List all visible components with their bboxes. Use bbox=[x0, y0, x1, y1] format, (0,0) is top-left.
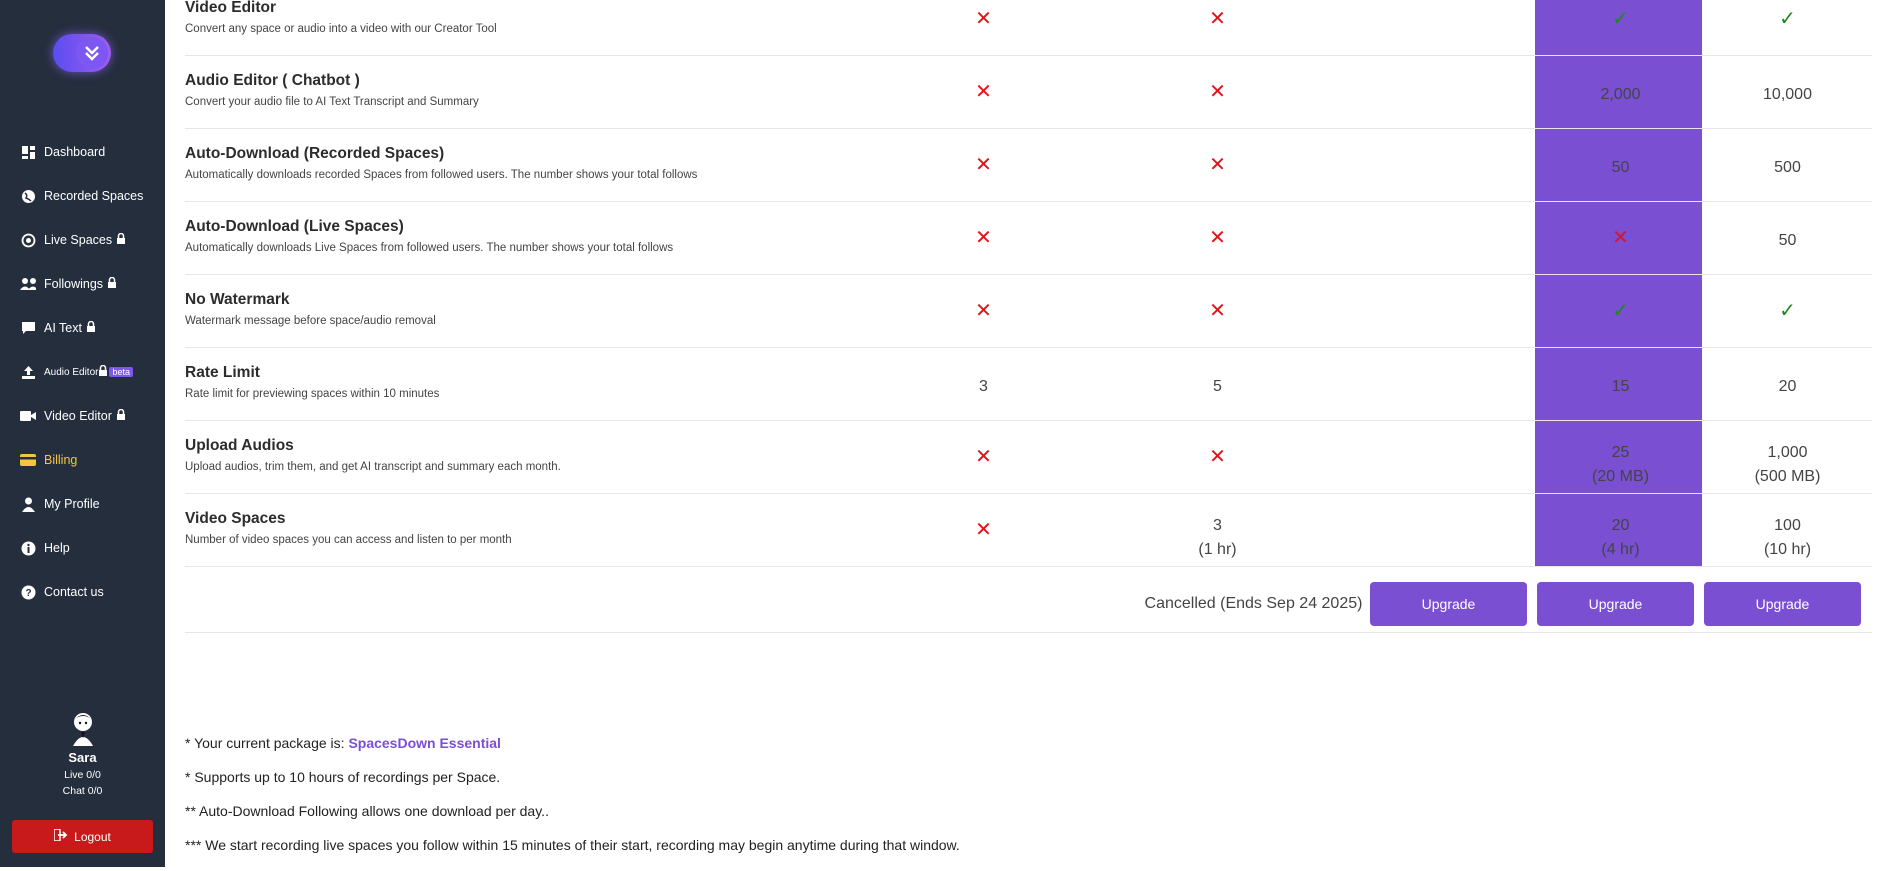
info-icon bbox=[20, 540, 36, 556]
cross-icon: ✕ bbox=[1612, 227, 1629, 249]
feature-row bbox=[185, 0, 1872, 56]
question-icon bbox=[20, 584, 36, 600]
feature-description: Automatically downloads recorded Spaces from followed users. The number shows your total follows bbox=[185, 169, 698, 181]
package-notes bbox=[185, 735, 1685, 871]
cross-icon: ✕ bbox=[1209, 446, 1226, 468]
feature-value-line: 100 bbox=[1774, 517, 1801, 534]
sidebar-item-live-spaces[interactable] bbox=[0, 218, 165, 262]
svg-text:?: ? bbox=[24, 587, 32, 599]
feature-value bbox=[1537, 441, 1704, 489]
globe-icon bbox=[20, 188, 36, 204]
feature-value-line: 10 bbox=[1444, 159, 1463, 176]
live-quota: Live 0/0 bbox=[64, 769, 101, 781]
feature-value-line: 20 bbox=[1611, 517, 1630, 534]
sidebar-item-contact-us[interactable] bbox=[0, 570, 165, 614]
cross-icon: ✕ bbox=[975, 8, 992, 30]
note-line: *** We start recording live spaces you follow within 15 minutes of their start, recording may begin anytime during that window. bbox=[185, 837, 960, 853]
feature-value bbox=[1537, 156, 1704, 180]
feature-title: Auto-Download (Live Spaces) bbox=[185, 218, 404, 235]
feature-value-line: (10 hr) bbox=[1763, 541, 1812, 558]
sidebar-nav bbox=[0, 130, 165, 614]
feature-value-line: 2,000 bbox=[1600, 86, 1641, 103]
feature-description: Rate limit for previewing spaces within 10 minutes bbox=[185, 388, 440, 400]
feature-value bbox=[1370, 83, 1537, 107]
plan-actions-row bbox=[185, 567, 1872, 633]
feature-value-line: 25 bbox=[1611, 444, 1630, 461]
cross-icon: ✕ bbox=[1209, 81, 1226, 103]
feature-value bbox=[1704, 514, 1871, 562]
sidebar-item-my-profile[interactable] bbox=[0, 482, 165, 526]
feature-value-line: 15 bbox=[1611, 378, 1630, 395]
user-panel bbox=[0, 710, 165, 797]
sidebar-item-billing[interactable] bbox=[0, 438, 165, 482]
feature-value-line: (2 hr) bbox=[1434, 541, 1473, 558]
sidebar-item-help[interactable] bbox=[0, 526, 165, 570]
feature-value-line: 10 bbox=[1444, 444, 1463, 461]
feature-row bbox=[185, 56, 1872, 129]
sidebar-item-dashboard[interactable] bbox=[0, 130, 165, 174]
feature-description: Automatically downloads Live Spaces from followed users. The number shows your total follows bbox=[185, 242, 674, 254]
feature-description: Convert any space or audio into a video with our Creator Tool bbox=[185, 23, 497, 35]
feature-value-line: 50 bbox=[1778, 232, 1797, 249]
logout-button[interactable] bbox=[12, 820, 153, 853]
dashboard-icon bbox=[20, 144, 36, 160]
feature-value-line: 500 bbox=[1440, 86, 1467, 103]
sidebar-item-label: Followings bbox=[44, 277, 104, 291]
feature-row bbox=[185, 202, 1872, 275]
cross-icon: ✕ bbox=[975, 300, 992, 322]
feature-title: Upload Audios bbox=[185, 437, 294, 454]
cross-icon: ✕ bbox=[1209, 300, 1226, 322]
feature-row bbox=[185, 494, 1872, 567]
feature-value bbox=[1134, 375, 1301, 399]
sidebar-item-label: My Profile bbox=[44, 497, 100, 511]
feature-value bbox=[1537, 83, 1704, 107]
feature-value bbox=[1370, 514, 1537, 562]
feature-value-line: 20 bbox=[1778, 378, 1797, 395]
card-icon bbox=[20, 452, 36, 468]
feature-value-line: (20 MB) bbox=[1592, 468, 1649, 485]
note-current-package bbox=[185, 735, 1685, 769]
record-icon bbox=[20, 232, 36, 248]
sidebar-item-label: Billing bbox=[44, 453, 78, 467]
cross-icon: ✕ bbox=[1445, 300, 1462, 322]
sidebar-item-label: Recorded Spaces bbox=[44, 189, 144, 203]
feature-value bbox=[1370, 375, 1537, 399]
feature-value-line: 3 bbox=[979, 378, 988, 395]
feature-description: Upload audios, trim them, and get AI transcript and summary each month. bbox=[185, 461, 561, 473]
cross-icon: ✕ bbox=[1209, 154, 1226, 176]
cross-icon: ✕ bbox=[1445, 227, 1462, 249]
feature-row bbox=[185, 129, 1872, 202]
note-line: * Supports up to 10 hours of recordings per Space. bbox=[185, 769, 501, 785]
feature-value-line: 50 bbox=[1611, 159, 1630, 176]
cross-icon: ✕ bbox=[975, 154, 992, 176]
lock-icon bbox=[116, 409, 126, 424]
lock-icon bbox=[98, 365, 108, 380]
note-line: ** Auto-Download Following allows one download per day.. bbox=[185, 803, 549, 819]
upload-icon bbox=[20, 364, 36, 380]
logout-label: Logout bbox=[74, 829, 111, 844]
feature-title: Video Spaces bbox=[185, 510, 286, 527]
app-logo[interactable] bbox=[53, 34, 111, 72]
note-prefix: * Your current package is: bbox=[185, 735, 349, 751]
upgrade-button[interactable]: Upgrade bbox=[1704, 582, 1861, 626]
feature-value bbox=[1704, 441, 1871, 489]
feature-value-line: 10 bbox=[1444, 378, 1463, 395]
feature-value bbox=[1537, 375, 1704, 399]
user-icon bbox=[20, 496, 36, 512]
feature-value bbox=[1134, 514, 1301, 562]
sidebar-item-label: Audio Editor bbox=[44, 366, 99, 378]
feature-row bbox=[185, 421, 1872, 494]
feature-description: Number of video spaces you can access and listen to per month bbox=[185, 534, 512, 546]
feature-value bbox=[1370, 156, 1537, 180]
check-icon: ✓ bbox=[1612, 300, 1629, 322]
feature-value bbox=[1704, 229, 1871, 253]
feature-description: Convert your audio file to AI Text Transcript and Summary bbox=[185, 96, 479, 108]
feature-value-line: 3 bbox=[1213, 517, 1222, 534]
beta-badge: beta bbox=[109, 367, 133, 377]
feature-title: Auto-Download (Recorded Spaces) bbox=[185, 145, 445, 162]
lock-icon bbox=[107, 277, 117, 292]
feature-title: Rate Limit bbox=[185, 364, 260, 381]
feature-value-line: 5 bbox=[1213, 378, 1222, 395]
feature-value-line: 500 bbox=[1774, 159, 1801, 176]
sidebar-item-label: AI Text bbox=[44, 321, 82, 335]
subscription-status: Cancelled (Ends Sep 24 2025) bbox=[1144, 595, 1363, 612]
feature-description: Watermark message before space/audio removal bbox=[185, 315, 436, 327]
sidebar-item-label: Contact us bbox=[44, 585, 104, 599]
feature-value-line: 10,000 bbox=[1763, 86, 1812, 103]
feature-value-line: 1,000 bbox=[1767, 444, 1808, 461]
feature-row bbox=[185, 348, 1872, 421]
check-icon: ✓ bbox=[1445, 8, 1462, 30]
upgrade-button[interactable]: Upgrade bbox=[1370, 582, 1527, 626]
lock-icon bbox=[116, 233, 126, 248]
chat-icon bbox=[20, 320, 36, 336]
feature-value-line: (4 hr) bbox=[1601, 541, 1640, 558]
chat-quota: Chat 0/0 bbox=[62, 785, 103, 797]
sidebar bbox=[0, 0, 165, 867]
feature-value-line: (10 MB) bbox=[1425, 468, 1482, 485]
sidebar-item-label: Help bbox=[44, 541, 70, 555]
double-chevron-down-icon bbox=[82, 43, 102, 63]
cross-icon: ✕ bbox=[975, 446, 992, 468]
feature-title: No Watermark bbox=[185, 291, 290, 308]
logout-icon bbox=[54, 829, 68, 844]
sidebar-item-followings[interactable] bbox=[0, 262, 165, 306]
check-icon: ✓ bbox=[1612, 8, 1629, 30]
feature-value bbox=[900, 375, 1067, 399]
cross-icon: ✕ bbox=[1209, 8, 1226, 30]
sidebar-item-video-editor[interactable] bbox=[0, 394, 165, 438]
feature-value bbox=[1704, 83, 1871, 107]
user-name: Sara bbox=[68, 750, 97, 765]
feature-value bbox=[1704, 156, 1871, 180]
cross-icon: ✕ bbox=[1209, 227, 1226, 249]
feature-value bbox=[1370, 441, 1537, 489]
lock-icon bbox=[86, 321, 96, 336]
sidebar-item-ai-text[interactable] bbox=[0, 306, 165, 350]
feature-value bbox=[1704, 375, 1871, 399]
sidebar-item-label: Dashboard bbox=[44, 145, 106, 159]
feature-value-line: (500 MB) bbox=[1754, 468, 1821, 485]
current-package-name[interactable]: SpacesDown Essential bbox=[348, 735, 501, 751]
feature-row bbox=[185, 275, 1872, 348]
sidebar-item-recorded-spaces[interactable] bbox=[0, 174, 165, 218]
cross-icon: ✕ bbox=[975, 519, 992, 541]
cross-icon: ✕ bbox=[975, 227, 992, 249]
check-icon: ✓ bbox=[1779, 300, 1796, 322]
check-icon: ✓ bbox=[1779, 8, 1796, 30]
feature-value-line: 10 bbox=[1444, 517, 1463, 534]
feature-value bbox=[1537, 514, 1704, 562]
sidebar-item-label: Live Spaces bbox=[44, 233, 113, 247]
upgrade-button[interactable]: Upgrade bbox=[1537, 582, 1694, 626]
feature-title: Audio Editor ( Chatbot ) bbox=[185, 72, 360, 89]
avatar[interactable] bbox=[68, 710, 98, 746]
video-icon bbox=[20, 408, 36, 424]
feature-title: Video Editor bbox=[185, 0, 277, 16]
sidebar-item-label: Video Editor bbox=[44, 409, 112, 423]
users-icon bbox=[20, 276, 36, 292]
cross-icon: ✕ bbox=[975, 81, 992, 103]
sidebar-item-audio-editor[interactable] bbox=[0, 350, 165, 394]
feature-value-line: (1 hr) bbox=[1198, 541, 1237, 558]
